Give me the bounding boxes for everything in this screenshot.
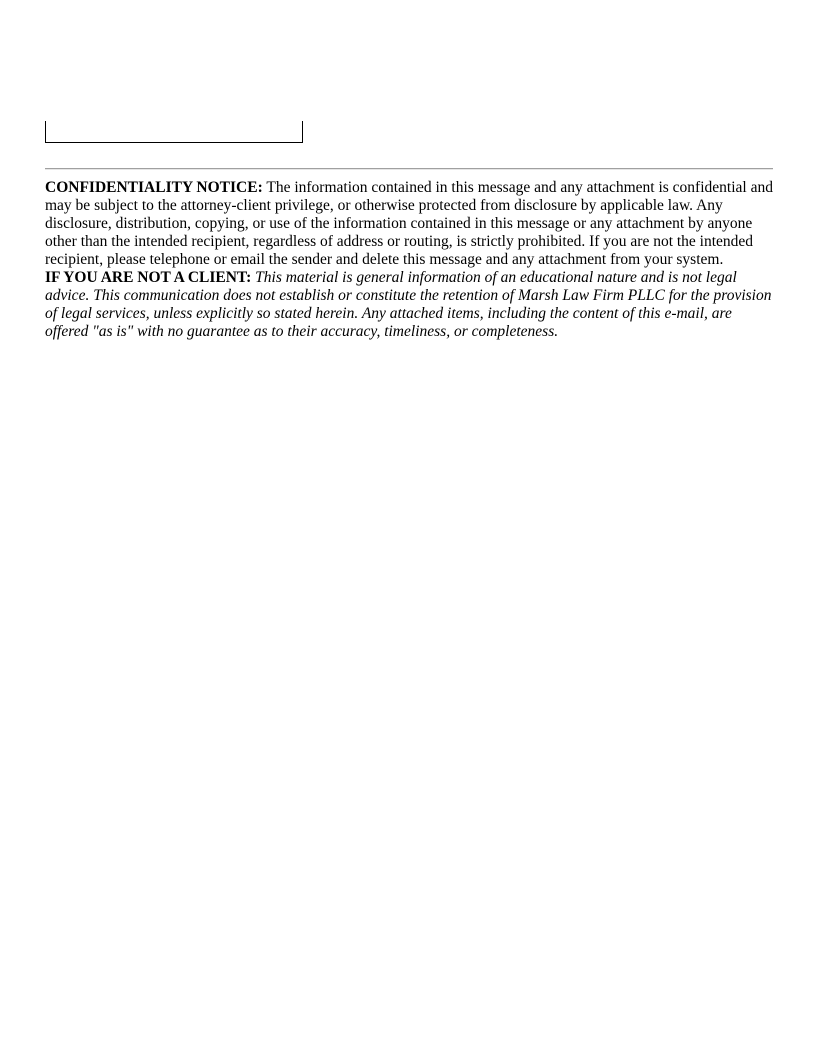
non-client-heading: IF YOU ARE NOT A CLIENT:	[45, 269, 252, 286]
non-client-notice	[45, 269, 773, 341]
email-disclaimer	[45, 179, 773, 341]
non-client-text: This material is general information of an educational nature and is not legal advice. This communication does not establish or constitute the retention of Marsh Law Firm PLLC for the provision of legal services, unless explicitly so stated herein. Any attached items, including the content of this e-mail, are offered "as is" with no guarantee as to their accuracy, timeliness, or completeness.	[45, 269, 772, 340]
confidentiality-notice	[45, 179, 773, 269]
empty-table-cell	[45, 121, 303, 143]
confidentiality-heading: CONFIDENTIALITY NOTICE:	[45, 179, 263, 196]
confidentiality-text: The information contained in this message and any attachment is confidential and may be subject to the attorney-client privilege, or otherwise protected from disclosure by applicable law. Any disclosure, distribution, copying, or use of the information contained in this message or any attachment by anyone other than the intended recipient, regardless of address or routing, is strictly prohibited. If you are not the intended recipient, please telephone or email the sender and delete this message and any attachment from your system.	[45, 179, 773, 268]
horizontal-rule	[45, 168, 773, 170]
